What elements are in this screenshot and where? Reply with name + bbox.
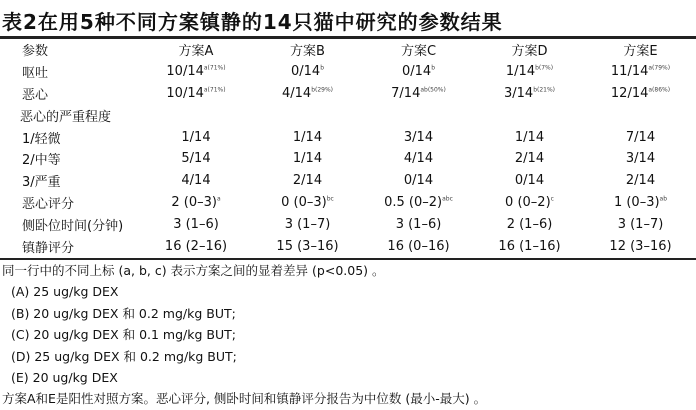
row-label: 镇静评分 (22, 240, 75, 256)
cell-value: 2/14 (625, 173, 656, 189)
cell-value: 0.5 (0–2) (384, 194, 443, 210)
cell-value: 7/14 (391, 85, 421, 101)
cell-value: 16 (0–16) (387, 238, 450, 254)
table-title: 表2在用5种不同方案镇静的14只猫中研究的参数结果 (2, 10, 503, 34)
table-cell (585, 213, 696, 235)
cell-value: 2 (1–6) (506, 216, 553, 232)
cell-value: 2/14 (292, 173, 323, 189)
table-cell (363, 170, 474, 192)
table-row (0, 192, 696, 214)
table-cell (474, 192, 585, 214)
table-cell (140, 126, 252, 148)
cell-value: 7/14 (625, 129, 656, 145)
table-cell (585, 83, 696, 105)
cell-value: 3 (1–7) (617, 216, 664, 232)
table-cell (140, 148, 252, 170)
table-row (0, 235, 696, 257)
superscript-note: 同一行中的不同上标 (a, b, c) 表示方案之间的显着差异 (p<0.05) 。 (2, 263, 385, 278)
cell-value: 0 (0–3) (281, 194, 327, 210)
cell-superscript: b(29%) (311, 86, 334, 94)
cell-value: 1/14 (505, 64, 536, 80)
table-cell (252, 170, 363, 192)
cell-value: 5/14 (181, 151, 211, 167)
cell-value: 1/14 (292, 151, 323, 167)
table-row (0, 61, 696, 83)
row-label: 1/轻微 (22, 131, 61, 147)
table-cell (585, 192, 696, 214)
table-cell (585, 61, 696, 83)
cell-superscript: ab (659, 195, 668, 203)
table-cell (474, 61, 585, 83)
row-label: 侧卧位时间(分钟) (22, 218, 124, 234)
row-label: 恶心 (22, 87, 49, 103)
header-cell-protocol-a: 方案A (178, 44, 214, 60)
cell-value: 0/14 (290, 64, 321, 80)
table-cell (585, 170, 696, 192)
cell-superscript: b (431, 64, 435, 72)
table-cell (252, 126, 363, 148)
table-cell (474, 235, 585, 257)
cell-value: 1 (0–3) (613, 194, 660, 210)
cell-superscript: a(71%) (203, 64, 226, 72)
row-label: 恶心的严重程度 (20, 109, 112, 125)
table-cell (252, 192, 363, 214)
table-header-row (0, 39, 696, 61)
cell-value: 3 (1–6) (173, 216, 219, 232)
cell-superscript: b (320, 64, 324, 72)
header-cell-protocol-d: 方案D (511, 44, 548, 60)
cell-superscript: a(71%) (203, 86, 226, 94)
cell-value: 4/14 (281, 85, 312, 101)
cell-superscript: b(7%) (535, 64, 554, 72)
table-cell (585, 126, 696, 148)
cell-value: 3/14 (503, 85, 534, 101)
cell-value: 0/14 (514, 173, 545, 189)
table-row (0, 83, 696, 105)
cell-value: 12 (3–16) (609, 238, 672, 254)
cell-value: 16 (2–16) (164, 238, 228, 254)
header-cell-protocol-e: 方案E (623, 44, 658, 60)
cell-superscript: ab(50%) (420, 86, 446, 94)
table-cell (585, 104, 696, 126)
cell-superscript: b(21%) (533, 86, 556, 94)
protocol-note-b: (B) 20 ug/kg DEX 和 0.2 mg/kg BUT; (11, 305, 236, 321)
row-label: 3/严重 (22, 175, 61, 191)
table-cell (474, 213, 585, 235)
header-cell-parameter: 参数 (22, 44, 49, 60)
table-cell (474, 148, 585, 170)
cell-value: 15 (3–16) (276, 238, 339, 254)
cell-superscript: a(79%) (648, 64, 671, 72)
row-label: 呕吐 (22, 66, 49, 82)
cell-value: 2/14 (514, 151, 545, 167)
table-notes (2, 260, 486, 410)
table-cell (140, 213, 252, 235)
table-cell (363, 148, 474, 170)
table-cell (363, 61, 474, 83)
cell-value: 10/14 (166, 85, 204, 101)
table-row (0, 170, 696, 192)
table-cell (252, 235, 363, 257)
table-cell (363, 235, 474, 257)
table-cell (363, 104, 474, 126)
table-cell (140, 104, 252, 126)
table-cell (585, 235, 696, 257)
cell-value: 1/14 (514, 129, 545, 145)
header-cell-protocol-c: 方案C (400, 44, 437, 60)
table-cell (252, 213, 363, 235)
cell-value: 0/14 (401, 64, 432, 80)
table-cell (252, 104, 363, 126)
cell-value: 16 (1–16) (498, 238, 561, 254)
table-cell (252, 83, 363, 105)
table-section-row (0, 104, 696, 126)
table-cell (140, 192, 252, 214)
cell-value: 12/14 (610, 85, 649, 101)
cell-superscript: bc (326, 195, 334, 203)
table-cell (363, 83, 474, 105)
table-row (0, 213, 696, 235)
protocol-note-e: (E) 20 ug/kg DEX (11, 369, 118, 385)
table-cell (363, 126, 474, 148)
cell-value: 4/14 (181, 173, 211, 189)
cell-superscript: c (550, 195, 554, 203)
header-cell-protocol-b: 方案B (290, 44, 325, 60)
table-cell (140, 170, 252, 192)
cell-value: 3 (1–7) (284, 216, 331, 232)
table-cell (474, 126, 585, 148)
table-cell (140, 61, 252, 83)
protocol-note-a: (A) 25 ug/kg DEX (11, 284, 119, 300)
table-cell (363, 213, 474, 235)
table-cell (252, 148, 363, 170)
cell-superscript: a (216, 195, 221, 203)
cell-value: 3/14 (403, 129, 434, 145)
results-table (0, 39, 696, 257)
cell-value: 1/14 (181, 129, 211, 145)
cell-value: 3 (1–6) (395, 216, 442, 232)
table-cell (474, 104, 585, 126)
cell-value: 2 (0–3) (171, 194, 217, 210)
footer-note: 方案A和E是阳性对照方案。恶心评分, 侧卧时间和镇静评分报告为中位数 (最小-最大) 。 (2, 391, 487, 407)
table-row (0, 126, 696, 148)
protocol-note-c: (C) 20 ug/kg DEX 和 0.1 mg/kg BUT; (11, 327, 236, 343)
protocol-note-d: (D) 25 ug/kg DEX 和 0.2 mg/kg BUT; (11, 348, 237, 364)
row-label: 2/中等 (22, 153, 61, 169)
cell-value: 11/14 (610, 64, 649, 80)
cell-superscript: a(86%) (648, 86, 671, 94)
table-cell (474, 83, 585, 105)
table-cell (252, 61, 363, 83)
table-cell (140, 83, 252, 105)
cell-value: 0/14 (403, 173, 434, 189)
cell-value: 3/14 (625, 151, 656, 167)
table-cell (363, 192, 474, 214)
table-cell (140, 235, 252, 257)
table-cell (585, 148, 696, 170)
cell-value: 1/14 (292, 129, 323, 145)
table-cell (474, 170, 585, 192)
table-row (0, 148, 696, 170)
cell-superscript: abc (442, 195, 453, 203)
row-label: 恶心评分 (22, 196, 75, 212)
cell-value: 4/14 (403, 151, 434, 167)
cell-value: 10/14 (166, 64, 204, 80)
cell-value: 0 (0–2) (505, 194, 551, 210)
